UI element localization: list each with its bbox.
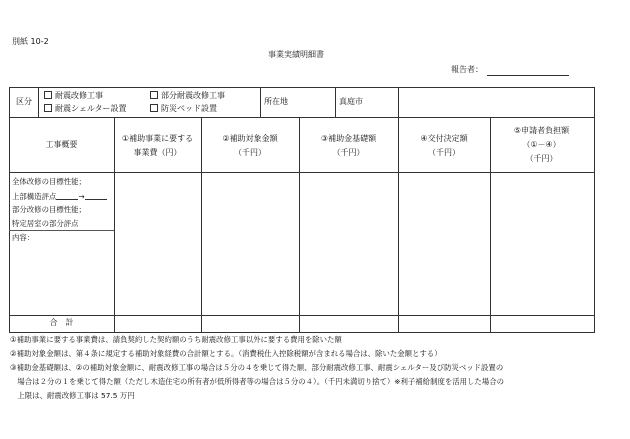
document-id: 別紙 10-2 (12, 37, 49, 46)
room-score-label: 特定居室の部分評点 (12, 219, 79, 228)
col-header-3-line1: ③補助金基礎額 (320, 134, 377, 143)
target-performance-label: 全体改修の目標性能； (12, 177, 86, 186)
checkbox-icon (44, 104, 52, 112)
col-header-4-line2: （千円） (428, 148, 460, 157)
option-shelter[interactable]: 耐震シェルター設置 (44, 104, 127, 114)
col-header-5-line1: ⑤申請者負担額 (513, 126, 570, 135)
page-title: 事業実績明細書 (268, 50, 324, 59)
structure-score-row: 上部構造評点 → (12, 191, 107, 202)
note-2: ②補助対象金額は、第４条に規定する補助対象経費の合計額とする。（消費税仕入控除税額が含まれる場合は、除いた金額とする） (10, 349, 442, 358)
col-header-5-line2: （①－④） (522, 140, 561, 149)
note-1: ①補助事業に要する事業費は、請負契約した契約額のうち耐震改修工事以外に要する費用を除いた額 (10, 335, 342, 344)
col-header-1-line2: 事業費（円） (133, 148, 182, 157)
score-before-blank[interactable] (56, 191, 78, 200)
col-header-5-line3: （千円） (525, 154, 558, 163)
checkbox-icon (150, 91, 158, 99)
checkbox-icon (44, 91, 52, 99)
note-3-limit: 上限は、耐震改修工事は 57.5 万円 (10, 391, 135, 400)
col-header-2-line1: ②補助対象金額 (222, 134, 278, 143)
reporter-line (487, 75, 569, 76)
content-label: 内容： (12, 233, 35, 242)
kubun-label: 区分 (16, 97, 32, 106)
option-bed[interactable]: 防災ベッド設置 (150, 104, 217, 114)
col-header-overview: 工事概要 (45, 140, 78, 149)
col-header-3-line2: （千円） (332, 148, 365, 157)
partial-target-label: 部分改修の目標性能； (12, 205, 86, 214)
reporter-label: 報告者： (451, 65, 483, 74)
col-header-2-line2: （千円） (234, 148, 266, 157)
location-label: 所在地 (264, 97, 288, 106)
col-header-1-line1: ①補助事業に要する (121, 134, 194, 143)
option-bubun[interactable]: 部分耐震改修工事 (150, 91, 225, 101)
total-label: 合 計 (49, 318, 74, 327)
score-after-blank[interactable] (85, 191, 107, 200)
option-taishin[interactable]: 耐震改修工事 (44, 91, 103, 101)
checkbox-icon (150, 104, 158, 112)
col-header-4-line1: ④交付決定額 (420, 134, 468, 143)
note-3: ③補助金基礎額は、②の補助対象金額に、耐震改修工事の場合は５分の４を乗じて得た額、部分耐震改修工事、耐震シェルター及び防災ベッド設置の (10, 363, 504, 372)
note-3-cont: 場合は２分の１を乗じて得た額（ただし木造住宅の所有者が低所得者等の場合は５分の４）。（千円未満切り捨て）※利子補給制度を活用した場合の (10, 377, 504, 386)
location-value: 真庭市 (339, 97, 363, 106)
